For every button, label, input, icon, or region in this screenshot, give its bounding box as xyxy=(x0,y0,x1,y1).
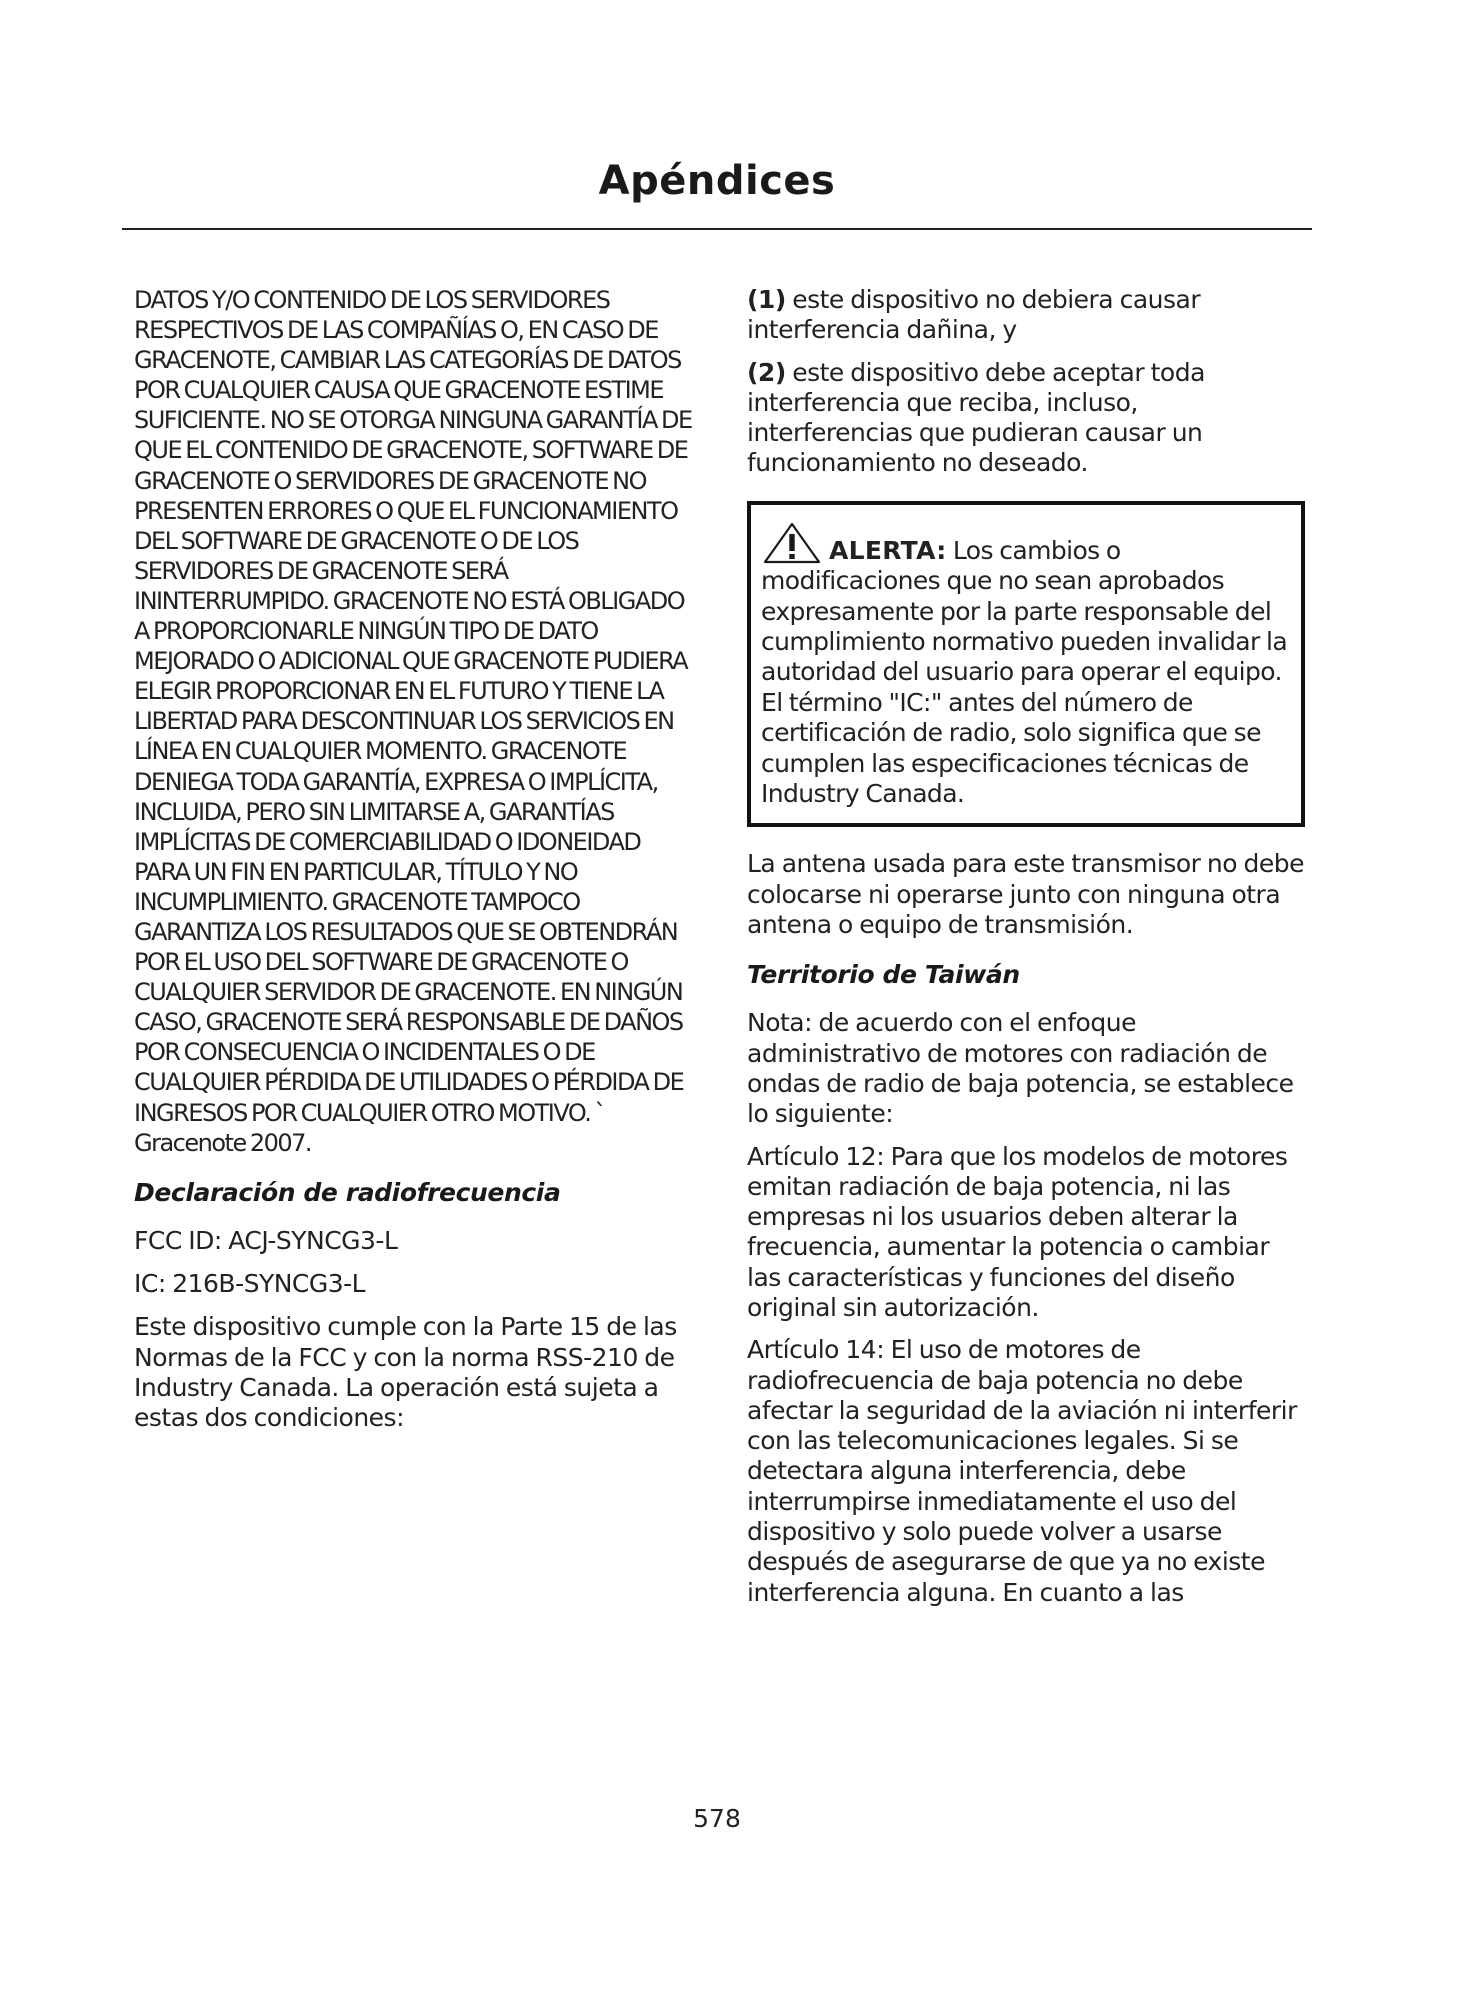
alert-text: Los cambios o modificaciones que no sean aprobados expresamente por la parte responsable del cumplimiento normativo pueden invalidar la autoridad del usuario para operar el equipo. El término "IC:" antes del número de certificación de radio, solo significa que se cumplen las especificaciones técnicas de Industry Canada. xyxy=(761,535,1288,809)
page-number: 578 xyxy=(693,1804,741,1833)
condition-1 xyxy=(747,285,1305,346)
condition-2 xyxy=(747,358,1305,479)
article-12: Artículo 12: Para que los modelos de motores emitan radiación de baja potencia, ni las empresas ni los usuarios deben alterar la frecuencia, aumentar la potencia o cambiar las características y funciones del diseño original sin autorización. xyxy=(747,1141,1288,1322)
condition-2-label: (2) xyxy=(747,357,786,387)
condition-1-text: este dispositivo no debiera causar interferencia dañina, y xyxy=(747,285,1201,345)
left-column xyxy=(134,285,699,1446)
warning-triangle-icon xyxy=(761,521,823,565)
compliance-text: Este dispositivo cumple con la Parte 15 de las Normas de la FCC y con la norma RSS-210 de Industry Canada. La operación está sujeta a estas dos condiciones: xyxy=(134,1312,677,1433)
condition-1-label: (1) xyxy=(747,285,786,314)
page-title: Apéndices xyxy=(598,158,836,204)
taiwan-heading: Territorio de Taiwán xyxy=(747,960,1020,990)
alert-box xyxy=(747,501,1305,828)
taiwan-note: Nota: de acuerdo con el enfoque administrativo de motores con radiación de ondas de radio de baja potencia, se establece lo siguiente: xyxy=(747,1008,1294,1129)
rf-declaration-heading: Declaración de radiofrecuencia xyxy=(134,1177,561,1207)
condition-2-text: este dispositivo debe aceptar toda interferencia que reciba, incluso, interferencias que pudieran causar un funcionamiento no deseado. xyxy=(747,357,1205,478)
title-divider xyxy=(122,228,1312,230)
antenna-text: La antena usada para este transmisor no debe colocarse ni operarse junto con ninguna otra antena o equipo de transmisión. xyxy=(747,849,1304,940)
alert-label: ALERTA: xyxy=(829,535,947,565)
right-column xyxy=(747,285,1305,1620)
ic-id: IC: 216B-SYNCG3-L xyxy=(134,1269,366,1299)
fcc-id: FCC ID: ACJ-SYNCG3-L xyxy=(134,1225,398,1255)
gracenote-disclaimer: DATOS Y/O CONTENIDO DE LOS SERVIDORES RESPECTIVOS DE LAS COMPAÑÍAS O, EN CASO DE GRACENOTE, CAMBIAR LAS CATEGORÍAS DE DATOS POR CUALQUIER CAUSA QUE GRACENOTE ESTIME SUFICIENTE. NO SE OTORGA NINGUNA GARANTÍA DE QUE EL CONTENIDO DE GRACENOTE, SOFTWARE DE GRACENOTE O SERVIDORES DE GRACENOTE NO PRESENTEN ERRORES O QUE EL FUNCIONAMIENTO DEL SOFTWARE DE GRACENOTE O DE LOS SERVIDORES DE GRACENOTE SERÁ ININTERRUMPIDO. GRACENOTE NO ESTÁ OBLIGADO A PROPORCIONARLE NINGÚN TIPO DE DATO MEJORADO O ADICIONAL QUE GRACENOTE PUDIERA ELEGIR PROPORCIONAR EN EL FUTURO Y TIENE LA LIBERTAD PARA DESCONTINUAR LOS SERVICIOS EN LÍNEA EN CUALQUIER MOMENTO. GRACENOTE DENIEGA TODA GARANTÍA, EXPRESA O IMPLÍCITA, INCLUIDA, PERO SIN LIMITARSE A, GARANTÍAS IMPLÍCITAS DE COMERCIABILIDAD O IDONEIDAD PARA UN FIN EN PARTICULAR, TÍTULO Y NO INCUMPLIMIENTO. GRACENOTE TAMPOCO GARANTIZA LOS RESULTADOS QUE SE OBTENDRÁN POR EL USO DEL SOFTWARE DE GRACENOTE O CUALQUIER SERVIDOR DE GRACENOTE. EN NINGÚN CASO, GRACENOTE SERÁ RESPONSABLE DE DAÑOS POR CONSECUENCIA O INCIDENTALES O DE CUALQUIER PÉRDIDA DE UTILIDADES O PÉRDIDA DE INGRESOS POR CUALQUIER OTRO MOTIVO. ` Gracenote 2007. xyxy=(134,286,692,1157)
article-14: Artículo 14: El uso de motores de radiofrecuencia de baja potencia no debe afectar la seguridad de la aviación ni interferir con las telecomunicaciones legales. Si se detectara alguna interferencia, debe interrumpirse inmediatamente el uso del dispositivo y solo puede volver a usarse después de asegurarse de que ya no existe interferencia alguna. En cuanto a las xyxy=(747,1335,1297,1607)
